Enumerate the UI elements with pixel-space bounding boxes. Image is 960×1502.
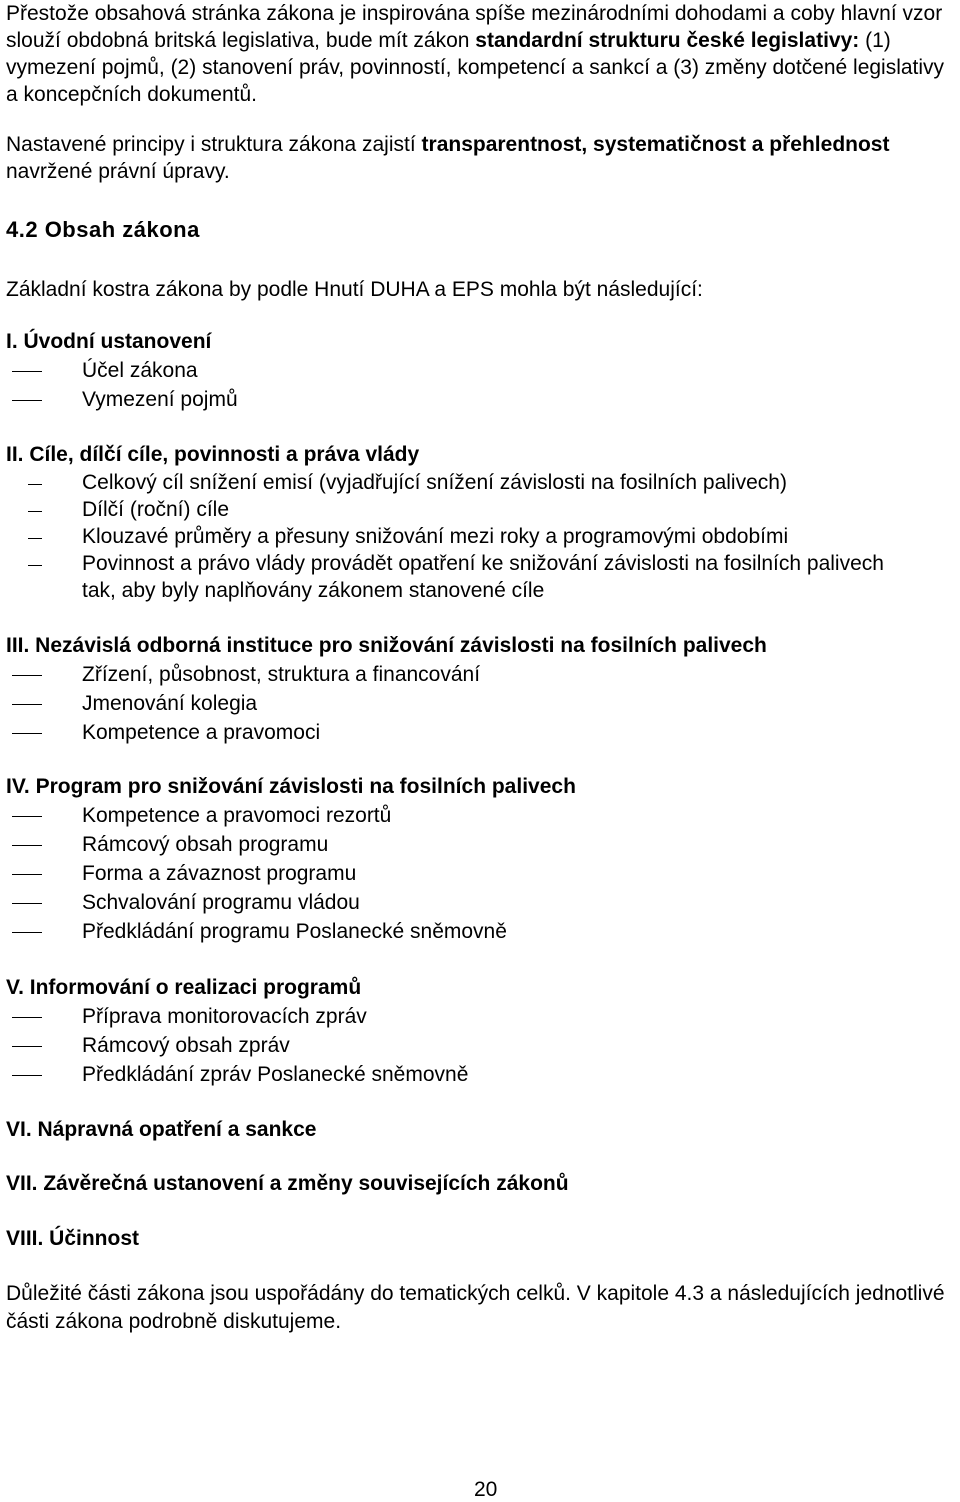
dash-bullet xyxy=(12,1017,42,1018)
list-item xyxy=(6,496,956,523)
section-heading: 4.2 Obsah zákona xyxy=(6,217,200,242)
list-item xyxy=(6,356,956,385)
dash-bullet xyxy=(12,874,42,875)
paragraph-structure xyxy=(6,0,956,108)
list-item xyxy=(6,523,956,550)
dash-bullet xyxy=(12,1046,42,1047)
dash-bullet xyxy=(12,845,42,846)
list-item xyxy=(6,1002,956,1031)
list-item-text: Celkový cíl snížení emisí (vyjadřující snížení závislosti na fosilních palivech) xyxy=(82,471,787,494)
list-item-text: Dílčí (roční) cíle xyxy=(82,498,230,521)
intro-text: Základní kostra zákona by podle Hnutí DUHA a EPS mohla být následující: xyxy=(6,278,703,301)
closing-paragraph: Důležité části zákona jsou uspořádány do tematických celků. V kapitole 4.3 a následujících jednotlivé části zákona podrobně diskutujeme. xyxy=(6,1282,945,1333)
dash-bullet xyxy=(12,903,42,904)
section-6 xyxy=(6,1116,956,1144)
section-4 xyxy=(6,773,956,946)
paragraph-text: navržené právní úpravy. xyxy=(6,160,230,183)
section-8 xyxy=(6,1225,956,1253)
list-item-text: Forma a závaznost programu xyxy=(82,862,357,885)
dash-bullet xyxy=(12,816,42,817)
list-item-text: Kompetence a pravomoci xyxy=(82,721,321,744)
list-item-text: Vymezení pojmů xyxy=(82,388,238,411)
dash-bullet xyxy=(28,565,42,566)
dash-bullet xyxy=(12,704,42,705)
list-item-text: Předkládání zpráv Poslanecké sněmovně xyxy=(82,1063,469,1086)
paragraph-bold: transparentnost, systematičnost a přehlednost xyxy=(421,133,890,156)
list-item xyxy=(6,689,956,718)
list-item xyxy=(6,859,956,888)
list-item-text: Zřízení, působnost, struktura a financování xyxy=(82,663,481,686)
section-1 xyxy=(6,328,956,414)
section-title: II. Cíle, dílčí cíle, povinnosti a práva vlády xyxy=(6,443,420,466)
paragraph-text: Přestože obsahová stránka zákona je inspirována spíše mezinárodními dohodami a coby hlavní vzor slouží obdobná britská legislativa, bude mít zákon xyxy=(6,2,943,52)
list-item xyxy=(6,385,956,414)
section-title: VIII. Účinnost xyxy=(6,1227,140,1250)
list-item-text: Jmenování kolegia xyxy=(82,692,258,715)
list-item-text: Klouzavé průměry a přesuny snižování mezi roky a programovými obdobími xyxy=(82,525,789,548)
section-3 xyxy=(6,632,956,747)
paragraph-principles xyxy=(6,131,956,185)
paragraph-text: Nastavené principy i struktura zákona zajistí xyxy=(6,133,422,156)
dash-bullet xyxy=(12,733,42,734)
section-title: I. Úvodní ustanovení xyxy=(6,330,212,353)
list-item xyxy=(6,830,956,859)
list-item xyxy=(6,1031,956,1060)
list-item-text: Rámcový obsah zpráv xyxy=(82,1034,290,1057)
dash-bullet xyxy=(12,1075,42,1076)
paragraph-bold: standardní strukturu české legislativy: xyxy=(475,29,860,52)
list-item xyxy=(6,917,956,946)
dash-bullet xyxy=(12,400,42,401)
section-5 xyxy=(6,974,956,1089)
section-2 xyxy=(6,441,956,604)
list-item xyxy=(6,550,956,604)
dash-bullet xyxy=(12,932,42,933)
section-title: VII. Závěrečná ustanovení a změny souvisejících zákonů xyxy=(6,1172,569,1195)
list-item-text: Příprava monitorovacích zpráv xyxy=(82,1005,367,1028)
list-item-text: Kompetence a pravomoci rezortů xyxy=(82,804,392,827)
list-item xyxy=(6,469,956,496)
list-item-text: Účel zákona xyxy=(82,359,198,382)
paragraph-text: (1) vymezení pojmů, (2) stanovení práv, povinností, kompetencí a sankcí a (3) změny dotčené legislativy a koncepčních dokumentů. xyxy=(6,29,945,106)
dash-bullet xyxy=(28,538,42,539)
list-item-text: Povinnost a právo vlády provádět opatření ke snižování závislosti na fosilních palivech tak, aby byly naplňovány zákonem stanovené cíle xyxy=(82,552,884,602)
list-item xyxy=(6,1060,956,1089)
list-item-text: Schvalování programu vládou xyxy=(82,891,360,914)
list-item xyxy=(6,660,956,689)
section-title: V. Informování o realizaci programů xyxy=(6,976,362,999)
dash-bullet xyxy=(28,511,42,512)
section-title: III. Nezávislá odborná instituce pro snižování závislosti na fosilních palivech xyxy=(6,634,767,657)
section-7 xyxy=(6,1170,956,1198)
list-item xyxy=(6,888,956,917)
dash-bullet xyxy=(12,371,42,372)
section-title: VI. Nápravná opatření a sankce xyxy=(6,1118,317,1141)
list-item xyxy=(6,718,956,747)
dash-bullet xyxy=(28,484,42,485)
list-item-text: Předkládání programu Poslanecké sněmovně xyxy=(82,920,507,943)
list-item-text: Rámcový obsah programu xyxy=(82,833,329,856)
list-item xyxy=(6,801,956,830)
section-title: IV. Program pro snižování závislosti na fosilních palivech xyxy=(6,775,576,798)
page-number: 20 xyxy=(474,1478,498,1501)
dash-bullet xyxy=(12,675,42,676)
